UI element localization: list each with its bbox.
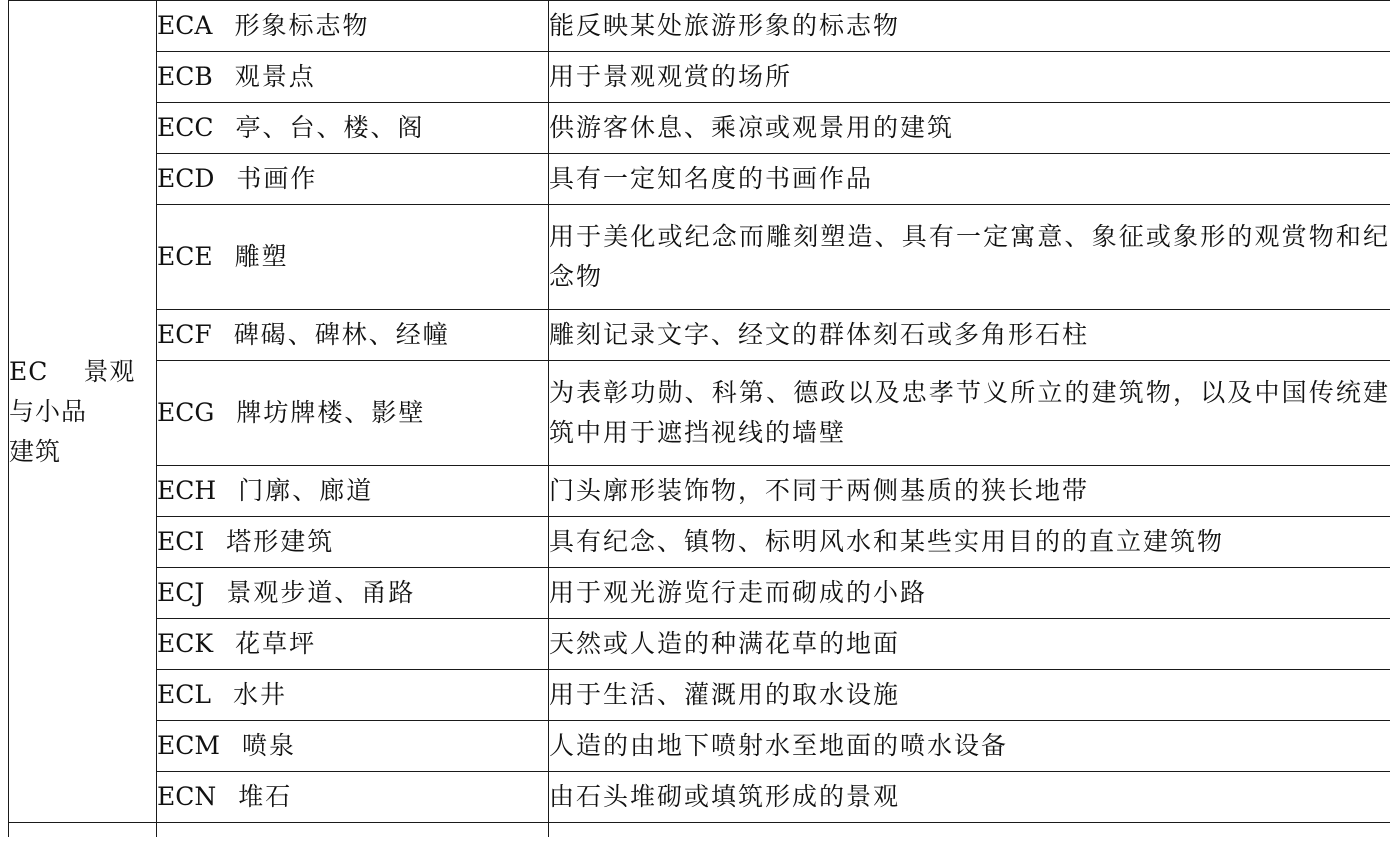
- type-name: 水井: [232, 680, 287, 709]
- type-code: ECH: [157, 476, 217, 505]
- type-cell: [157, 205, 549, 310]
- type-name: 碑碣、碑林、经幢: [233, 320, 450, 349]
- table-row: [9, 1, 1390, 52]
- type-cell: [157, 517, 549, 568]
- description-cell: 用于观光游览行走而砌成的小路: [549, 568, 1390, 619]
- type-code: ECM: [157, 731, 220, 760]
- description-cell: 人造的由地下喷射水至地面的喷水设备: [549, 721, 1390, 772]
- type-code: ECI: [157, 527, 205, 556]
- type-code: ECK: [157, 629, 214, 658]
- type-cell: [157, 721, 549, 772]
- description-cell: 用于景观观赏的场所: [549, 52, 1390, 103]
- type-name: 堆石: [238, 782, 293, 811]
- description-cell: 为表彰功勋、科第、德政以及忠孝节义所立的建筑物，以及中国传统建筑中用于遮挡视线的墙壁: [549, 361, 1390, 466]
- type-code: ECA: [157, 11, 213, 40]
- description-cell: 用于美化或纪念而雕刻塑造、具有一定寓意、象征或象形的观赏物和纪念物: [549, 205, 1390, 310]
- type-cell: [157, 619, 549, 670]
- type-name: 书画作: [236, 164, 318, 193]
- table-row: [9, 619, 1390, 670]
- type-name: 喷泉: [241, 731, 296, 760]
- next-type-cell: [157, 823, 549, 838]
- category-line-2: 与小品: [9, 396, 88, 426]
- type-name: 牌坊牌楼、影壁: [236, 398, 426, 427]
- type-code: ECN: [157, 782, 217, 811]
- category-cell: [9, 1, 157, 823]
- type-cell: [157, 670, 549, 721]
- type-name: 门廓、廊道: [238, 476, 374, 505]
- type-name: 观景点: [234, 62, 316, 91]
- description-cell: 由石头堆砌或填筑形成的景观: [549, 772, 1390, 823]
- description-cell: 供游客休息、乘凉或观景用的建筑: [549, 103, 1390, 154]
- next-row-fragment: [9, 823, 1390, 838]
- table-row: [9, 568, 1390, 619]
- type-name: 雕塑: [234, 242, 289, 271]
- table-row: [9, 670, 1390, 721]
- type-name: 花草坪: [235, 629, 317, 658]
- table-row: [9, 721, 1390, 772]
- description-cell: 天然或人造的种满花草的地面: [549, 619, 1390, 670]
- table-row: [9, 310, 1390, 361]
- classification-table: [8, 0, 1390, 837]
- description-cell: 具有一定知名度的书画作品: [549, 154, 1390, 205]
- table-row: [9, 361, 1390, 466]
- type-code: ECD: [157, 164, 215, 193]
- table-row: [9, 772, 1390, 823]
- type-cell: [157, 1, 549, 52]
- type-code: ECL: [157, 680, 211, 709]
- description-cell: 雕刻记录文字、经文的群体刻石或多角形石柱: [549, 310, 1390, 361]
- type-code: ECB: [157, 62, 213, 91]
- table-row: [9, 103, 1390, 154]
- type-code: ECE: [157, 242, 213, 271]
- type-cell: [157, 103, 549, 154]
- type-code: ECG: [157, 398, 215, 427]
- next-category-cell: [9, 823, 157, 838]
- type-code: ECJ: [157, 578, 205, 607]
- next-description-cell: [549, 823, 1390, 838]
- type-name: 亭、台、楼、阁: [235, 113, 425, 142]
- description-cell: 门头廓形装饰物，不同于两侧基质的狭长地带: [549, 466, 1390, 517]
- description-cell: 用于生活、灌溉用的取水设施: [549, 670, 1390, 721]
- category-line-3: 建筑: [9, 436, 62, 466]
- type-name: 景观步道、甬路: [226, 578, 416, 607]
- table-row: [9, 466, 1390, 517]
- type-name: 塔形建筑: [226, 527, 335, 556]
- table-row: [9, 52, 1390, 103]
- type-cell: [157, 466, 549, 517]
- type-cell: [157, 772, 549, 823]
- description-cell: 能反映某处旅游形象的标志物: [549, 1, 1390, 52]
- type-cell: [157, 154, 549, 205]
- table-row: [9, 205, 1390, 310]
- table-row: [9, 517, 1390, 568]
- type-cell: [157, 568, 549, 619]
- type-cell: [157, 310, 549, 361]
- description-cell: 具有纪念、镇物、标明风水和某些实用目的的直立建筑物: [549, 517, 1390, 568]
- type-code: ECC: [157, 113, 214, 142]
- type-name: 形象标志物: [234, 11, 370, 40]
- table-row: [9, 154, 1390, 205]
- category-line-1: EC 景观: [9, 356, 136, 386]
- type-code: ECF: [157, 320, 212, 349]
- type-cell: [157, 52, 549, 103]
- type-cell: [157, 361, 549, 466]
